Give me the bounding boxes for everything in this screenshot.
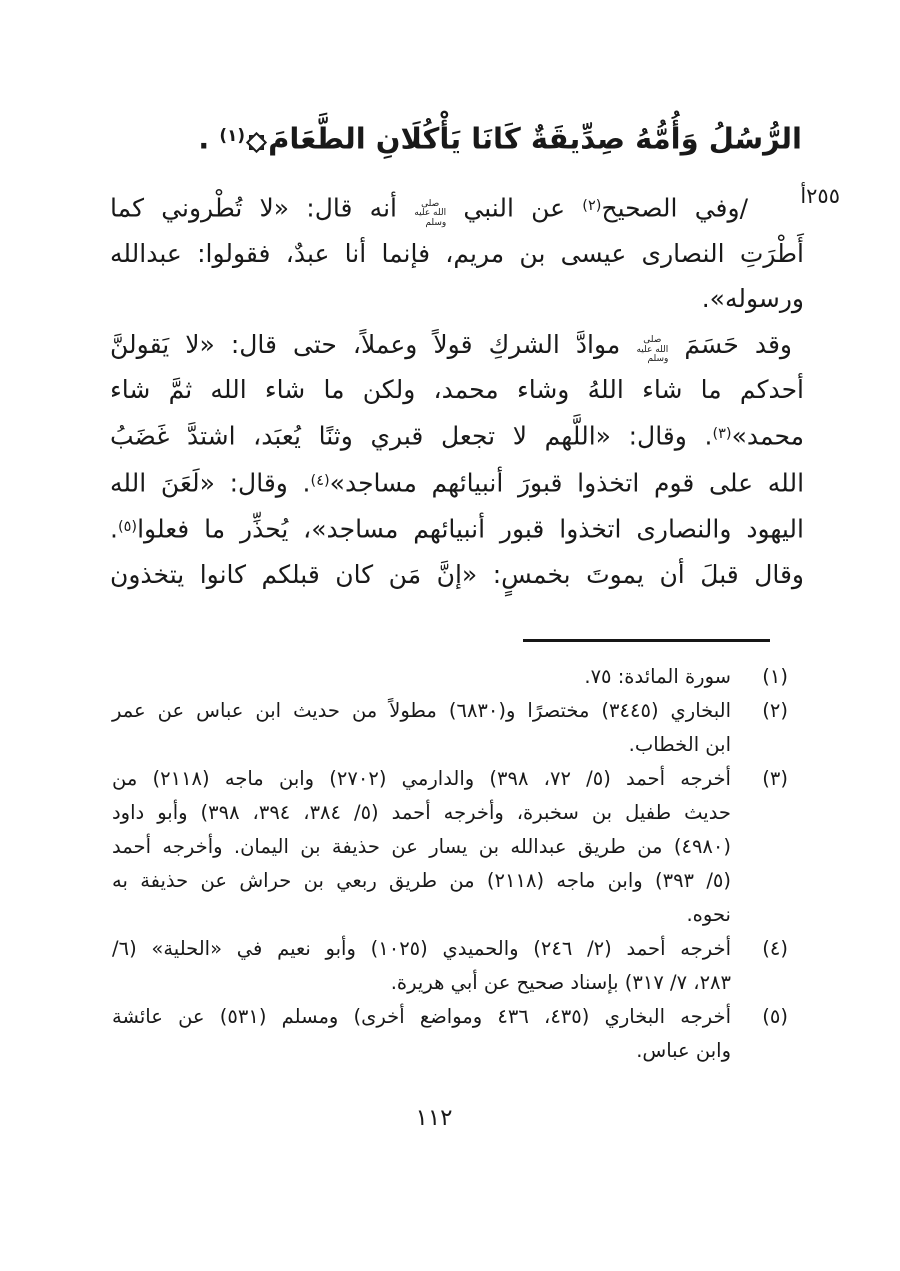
text-run: عن النبي — [446, 193, 583, 223]
text-run: أحدكم ما شاء اللهُ وشاء محمد، ولكن ما شاء الله ثمَّ شاء — [110, 375, 804, 404]
text-run: نحوه. — [686, 903, 731, 926]
text-run: وابن عباس. — [636, 1039, 731, 1062]
text-line — [112, 966, 731, 1000]
text-line — [112, 762, 731, 796]
text-run: حديث طفيل بن سخبرة، وأخرجه أحمد (٥/ ٣٨٤، ٣٩٤، ٣٩٨) وأبو داود — [112, 801, 731, 824]
footnote-ref: (٢) — [582, 198, 602, 214]
salawat-symbol: صلى الله عليه وسلم — [636, 335, 669, 364]
ayah-end-icon — [249, 135, 264, 150]
text-run: (٥/ ٣٩٣) وابن ماجه (٢١١٨) من طريق ربعي بن حراش عن حذيفة به — [112, 869, 731, 892]
text-line — [110, 231, 804, 276]
text-run: . وقال: «اللَّهم لا تجعل قبري وثنًا يُعبَد، اشتدَّ غَضَبُ — [110, 421, 713, 451]
text-run: سورة المائدة: ٧٥. — [584, 665, 731, 688]
text-run: /وفي الصحيح — [601, 193, 748, 223]
text-run: الرُّسُلُ وَأُمُّهُ صِدِّيقَةٌ كَانَا يَأْكُلَانِ الطَّعَامَ — [268, 121, 802, 156]
text-line — [110, 552, 804, 597]
text-run: . وقال: «لَعَنَ الله — [110, 468, 311, 498]
text-line — [110, 459, 804, 506]
text-line — [110, 367, 804, 412]
text-run: أخرجه أحمد (٥/ ٧٢، ٣٩٨) والدارمي (٢٧٠٢) وابن ماجه (٢١١٨) من — [112, 767, 731, 790]
footnote-number: (٣) — [762, 767, 788, 790]
text-line — [112, 796, 731, 830]
footnote-text — [112, 932, 731, 1000]
footnote-item — [112, 694, 788, 762]
text-run: الله على قوم اتخذوا قبورَ أنبيائهم مساجد» — [329, 468, 805, 498]
text-line — [100, 103, 802, 171]
text-line — [112, 1000, 731, 1034]
text-line — [110, 505, 804, 552]
text-run: اليهود والنصارى اتخذوا قبور أنبيائهم مساجد»، يُحذِّر ما فعلوا — [137, 514, 804, 544]
footnote-text — [112, 660, 731, 694]
text-run: موادَّ الشركِ قولاً وعملاً، حتى قال: «لا يَقولنَّ — [110, 330, 637, 359]
text-line — [110, 322, 804, 367]
footnote-number: (٢) — [762, 699, 788, 722]
footnote-number: (٥) — [762, 1005, 788, 1028]
footnote-text — [112, 762, 731, 932]
text-line — [110, 184, 804, 231]
text-run: . — [110, 514, 118, 544]
text-run: ابن الخطاب. — [628, 733, 731, 756]
paragraph-hadith-la-tutruni — [110, 184, 804, 321]
text-line — [112, 932, 731, 966]
footnote-ref: (٤) — [310, 472, 330, 489]
footnote-text — [112, 694, 731, 762]
text-line — [112, 1034, 731, 1068]
quran-verse-line — [100, 103, 802, 171]
text-run: . — [198, 121, 220, 156]
text-line — [112, 728, 731, 762]
text-line — [110, 276, 804, 321]
footnote-number: (٤) — [762, 937, 788, 960]
text-run: أَطْرَتِ النصارى عيسى بن مريم، فإنما أنا عبدٌ، فقولوا: عبدالله — [110, 238, 804, 268]
footnote-item — [112, 1000, 788, 1068]
footnote-ref: (٥) — [117, 519, 138, 536]
text-run: البخاري (٣٤٤٥) مختصرًا و(٦٨٣٠) مطولاً من حديث ابن عباس عن عمر — [112, 699, 731, 722]
text-line — [112, 660, 731, 694]
text-line — [112, 694, 731, 728]
text-run: ٢٨٣، ٧/ ٣١٧) بإسناد صحيح عن أبي هريرة. — [390, 971, 731, 994]
text-line — [112, 864, 731, 898]
text-run: محمد» — [731, 421, 804, 451]
footnotes-section — [112, 660, 788, 1068]
paragraph-hadith-hasm-alshirk — [110, 322, 804, 597]
footnote-number: (١) — [762, 665, 788, 688]
footnote-item — [112, 762, 788, 932]
page-number: ١١٢ — [415, 1105, 453, 1131]
text-run: وقال قبلَ أن يموتَ بخمسٍ: «إنَّ مَن كان قبلكم كانوا يتخذون — [110, 559, 804, 589]
text-run: أخرجه أحمد (٢/ ٢٤٦) والحميدي (١٠٢٥) وأبو نعيم في «الحلية» (٦/ — [112, 937, 731, 960]
salawat-symbol: صلى الله عليه وسلم — [414, 198, 447, 228]
footnote-ref: (١) — [219, 125, 246, 145]
text-line — [110, 412, 804, 459]
text-line — [112, 830, 731, 864]
text-run: ورسوله». — [701, 283, 804, 313]
footnote-separator-rule — [523, 639, 770, 642]
text-run: أخرجه البخاري (٤٣٥، ٤٣٦ ومواضع أخرى) ومسلم (٥٣١) عن عائشة — [112, 1005, 731, 1028]
footnote-ref: (٣) — [712, 426, 732, 442]
text-run: أنه قال: «لا تُطْروني كما — [110, 193, 415, 223]
text-line — [112, 898, 731, 932]
text-run: وقد حَسَمَ — [668, 330, 792, 359]
folio-marker: ٢٥٥أ — [800, 184, 840, 208]
footnote-text — [112, 1000, 731, 1068]
footnote-item — [112, 932, 788, 1000]
text-run: (٤٩٨٠) من طريق عبدالله بن يسار عن حذيفة بن اليمان. وأخرجه أحمد — [112, 835, 731, 858]
footnote-item — [112, 660, 788, 694]
